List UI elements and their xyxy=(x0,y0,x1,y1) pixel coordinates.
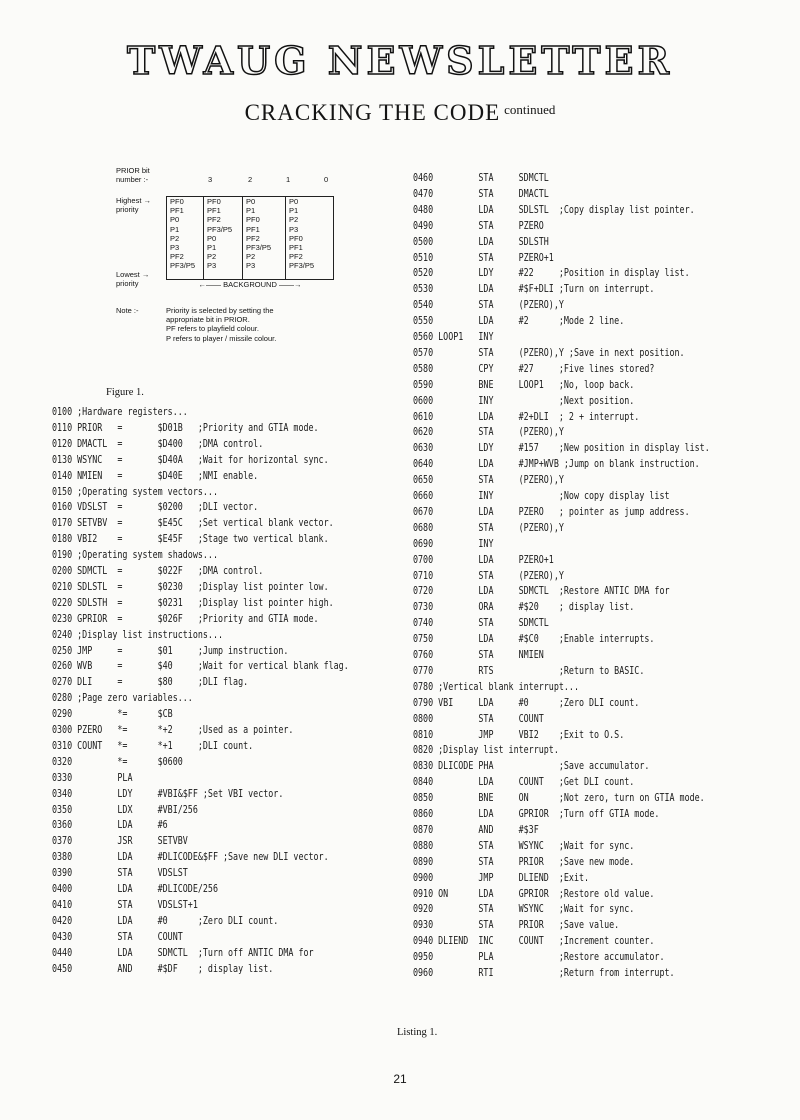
listing-line: 0640 LDA #JMP+WVB ;Jump on blank instruction. xyxy=(413,459,700,471)
listing-line: 0580 CPY #27 ;Five lines stored? xyxy=(413,363,655,375)
priority-cell: PF2 xyxy=(289,252,303,262)
listing-line: 0180 VBI2 = $E45F ;Stage two vertical blank. xyxy=(52,534,329,546)
listing-line: 0720 LDA SDMCTL ;Restore ANTIC DMA for xyxy=(413,586,670,598)
listing-line: 0830 DLICODE PHA ;Save accumulator. xyxy=(413,761,650,773)
listing-line: 0310 COUNT *= *+1 ;DLI count. xyxy=(52,740,254,752)
listing-line: 0670 LDA PZERO ; pointer as jump address. xyxy=(413,506,690,518)
priority-cell: P1 xyxy=(207,243,217,253)
listing-line: 0900 JMP DLIEND ;Exit. xyxy=(413,872,590,884)
listing-line: 0480 LDA SDLSTL ;Copy display list pointer. xyxy=(413,204,695,216)
listing-line: 0700 LDA PZERO+1 xyxy=(413,554,554,566)
listing-line: 0750 LDA #$C0 ;Enable interrupts. xyxy=(413,634,655,646)
prior-bit-label: PRIOR bit number :- xyxy=(116,166,150,185)
priority-cell: P3 xyxy=(246,261,256,271)
listing-line: 0620 STA (PZERO),Y xyxy=(413,427,564,439)
listing-line: 0450 AND #$DF ; display list. xyxy=(52,963,274,975)
listing-line: 0120 DMACTL = $D400 ;DMA control. xyxy=(52,438,264,450)
listing-line: 0130 WSYNC = $D40A ;Wait for horizontal sync. xyxy=(52,454,329,466)
listing-line: 0550 LDA #2 ;Mode 2 line. xyxy=(413,316,625,328)
listing-line: 0870 AND #$3F xyxy=(413,824,539,836)
priority-cell: PF3/P5 xyxy=(207,224,233,234)
priority-cell: P2 xyxy=(246,252,256,262)
listing-line: 0960 RTI ;Return from interrupt. xyxy=(413,968,675,979)
page-number: 21 xyxy=(393,1072,407,1086)
listing-line: 0840 LDA COUNT ;Get DLI count. xyxy=(413,777,635,789)
priority-cell: P3 xyxy=(289,224,299,234)
figure-caption: Figure 1. xyxy=(106,387,144,398)
priority-cell: PF3/P5 xyxy=(246,243,272,253)
listing-line: 0910 ON LDA GPRIOR ;Restore old value. xyxy=(413,888,655,900)
bit-number: 1 xyxy=(286,175,291,184)
article-title-text: CRACKING THE CODE xyxy=(244,100,501,125)
listing-line: 0770 RTS ;Return to BASIC. xyxy=(413,665,645,677)
listing-line: 0440 LDA SDMCTL ;Turn off ANTIC DMA for xyxy=(52,947,314,959)
priority-cell: P3 xyxy=(207,261,217,271)
listing-line: 0260 WVB = $40 ;Wait for vertical blank flag. xyxy=(52,661,349,673)
listing-line: 0250 JMP = $01 ;Jump instruction. xyxy=(52,645,289,657)
listing-line: 0410 STA VDSLST+1 xyxy=(52,899,198,911)
priority-cell: P0 xyxy=(207,233,217,243)
listing-line: 0400 LDA #DLICODE/256 xyxy=(52,884,218,895)
priority-cell: PF1 xyxy=(170,206,184,216)
listing-line: 0930 STA PRIOR ;Save value. xyxy=(413,920,620,932)
listing-line: 0850 BNE ON ;Not zero, turn on GTIA mode. xyxy=(413,793,705,805)
priority-cell: P2 xyxy=(170,233,180,243)
bit-number: 0 xyxy=(324,175,329,184)
listing-line: 0220 SDLSTH = $0231 ;Display list pointer high. xyxy=(52,597,334,609)
listing-line: 0390 STA VDSLST xyxy=(52,868,188,880)
priority-cell: PF0 xyxy=(170,197,184,206)
listing-line: 0140 NMIEN = $D40E ;NMI enable. xyxy=(52,470,259,482)
newsletter-masthead: TWAUG NEWSLETTER xyxy=(126,38,674,83)
priority-cell: P0 xyxy=(246,197,256,206)
priority-cell: PF2 xyxy=(246,233,260,243)
listing-line: 0740 STA SDMCTL xyxy=(413,618,549,630)
priority-cell: PF3/P5 xyxy=(170,261,196,271)
listing-line: 0370 JSR SETVBV xyxy=(52,836,188,848)
priority-cell: PF2 xyxy=(170,252,184,262)
note-line: PF refers to playfield colour. xyxy=(166,324,259,334)
listing-caption: Listing 1. xyxy=(397,1027,438,1038)
priority-cell: PF0 xyxy=(289,233,303,243)
listing-line: 0360 LDA #6 xyxy=(52,820,168,832)
listing-line: 0280 ;Page zero variables... xyxy=(52,693,193,705)
priority-cell: P1 xyxy=(246,206,256,216)
listing-line: 0200 SDMCTL = $022F ;DMA control. xyxy=(52,566,264,577)
listing-line: 0330 PLA xyxy=(52,772,133,784)
note-line: Priority is selected by setting the xyxy=(166,306,274,315)
note-line: P refers to player / missile colour. xyxy=(166,333,277,343)
priority-cell: PF1 xyxy=(246,224,260,234)
priority-cell: PF1 xyxy=(207,206,221,216)
priority-cell: P2 xyxy=(207,252,217,262)
listing-line: 0500 LDA SDLSTH xyxy=(413,236,549,248)
listing-line: 0350 LDX #VBI/256 xyxy=(52,804,198,816)
listing-line: 0610 LDA #2+DLI ; 2 + interrupt. xyxy=(413,411,640,423)
listing-line: 0890 STA PRIOR ;Save new mode. xyxy=(413,856,635,868)
listing-line: 0300 PZERO *= *+2 ;Used as a pointer. xyxy=(52,725,294,736)
listing-line: 0160 VDSLST = $0200 ;DLI vector. xyxy=(52,502,259,514)
listing-line: 0290 *= $CB xyxy=(52,709,173,721)
listing-line: 0470 STA DMACTL xyxy=(413,188,549,200)
listing-line: 0210 SDLSTL = $0230 ;Display list pointer low. xyxy=(52,581,329,593)
listing-line: 0420 LDA #0 ;Zero DLI count. xyxy=(52,915,279,927)
listing-line: 0710 STA (PZERO),Y xyxy=(413,570,564,582)
listing-line: 0230 GPRIOR = $026F ;Priority and GTIA mode. xyxy=(52,613,319,625)
listing-line: 0560 LOOP1 INY xyxy=(413,332,494,343)
listing-line: 0790 VBI LDA #0 ;Zero DLI count. xyxy=(413,697,640,709)
listing-line: 0530 LDA #$F+DLI ;Turn on interrupt. xyxy=(413,284,655,296)
priority-cell: PF3/P5 xyxy=(289,261,315,271)
listing-line: 0430 STA COUNT xyxy=(52,931,183,943)
listing-line: 0460 STA SDMCTL xyxy=(413,173,549,184)
listing-line: 0880 STA WSYNC ;Wait for sync. xyxy=(413,840,635,852)
bit-number: 2 xyxy=(248,175,253,184)
listing-line: 0510 STA PZERO+1 xyxy=(413,252,554,264)
listing-line: 0860 LDA GPRIOR ;Turn off GTIA mode. xyxy=(413,809,660,820)
listing-line: 0380 LDA #DLICODE&$FF ;Save new DLI vector. xyxy=(52,852,329,864)
priority-cell: P3 xyxy=(170,243,180,253)
listing-line: 0110 PRIOR = $D01B ;Priority and GTIA mode. xyxy=(52,422,319,434)
listing-line: 0940 DLIEND INC COUNT ;Increment counter. xyxy=(413,936,655,948)
listing-line: 0270 DLI = $80 ;DLI flag. xyxy=(52,677,249,689)
listing-line: 0660 INY ;Now copy display list xyxy=(413,491,670,502)
bit-number: 3 xyxy=(208,175,213,184)
listing-line: 0490 STA PZERO xyxy=(413,220,544,232)
listing-line: 0520 LDY #22 ;Position in display list. xyxy=(413,268,690,280)
priority-cell: P1 xyxy=(289,206,299,216)
listing-line: 0170 SETVBV = $E45C ;Set vertical blank vector. xyxy=(52,518,334,530)
listing-line: 0780 ;Vertical blank interrupt... xyxy=(413,681,579,693)
listing-line: 0320 *= $0600 xyxy=(52,756,183,768)
highest-priority-label: Highest → priority xyxy=(116,196,152,215)
listing-line: 0690 INY xyxy=(413,538,494,550)
listing-line: 0150 ;Operating system vectors... xyxy=(52,486,218,498)
listing-line: 0570 STA (PZERO),Y ;Save in next position. xyxy=(413,347,685,359)
note-label: Note :- xyxy=(116,306,139,315)
priority-cell: P2 xyxy=(289,215,299,225)
listing-line: 0800 STA COUNT xyxy=(413,713,544,725)
listing-line: 0240 ;Display list instructions... xyxy=(52,629,224,641)
listing-line: 0680 STA (PZERO),Y xyxy=(413,522,564,534)
priority-cell: PF2 xyxy=(207,215,221,225)
title-continued: continued xyxy=(504,102,556,117)
listing-line: 0540 STA (PZERO),Y xyxy=(413,300,564,312)
lowest-priority-label: Lowest → priority xyxy=(116,270,150,289)
priority-cell: P0 xyxy=(170,215,180,225)
priority-cell: PF0 xyxy=(246,215,260,225)
listing-line: 0590 BNE LOOP1 ;No, loop back. xyxy=(413,379,635,391)
listing-line: 0630 LDY #157 ;New position in display list. xyxy=(413,443,710,455)
priority-cell: PF0 xyxy=(207,197,221,206)
listing-line: 0820 ;Display list interrupt. xyxy=(413,745,559,757)
listing-line: 0760 STA NMIEN xyxy=(413,650,544,661)
priority-cell: P0 xyxy=(289,197,299,206)
listing-line: 0730 ORA #$20 ; display list. xyxy=(413,602,635,614)
priority-cell: P1 xyxy=(170,224,180,234)
listing-line: 0650 STA (PZERO),Y xyxy=(413,475,564,487)
listing-line: 0340 LDY #VBI&$FF ;Set VBI vector. xyxy=(52,788,284,800)
listing-line: 0810 JMP VBI2 ;Exit to O.S. xyxy=(413,729,625,741)
listing-line: 0100 ;Hardware registers... xyxy=(52,407,188,418)
listing-line: 0950 PLA ;Restore accumulator. xyxy=(413,952,665,964)
background-label: ←—— BACKGROUND ——→ xyxy=(198,280,302,289)
priority-cell: PF1 xyxy=(289,243,303,253)
listing-line: 0920 STA WSYNC ;Wait for sync. xyxy=(413,904,635,916)
listing-line: 0600 INY ;Next position. xyxy=(413,395,635,407)
note-line: appropriate bit in PRIOR. xyxy=(166,315,250,325)
listing-line: 0190 ;Operating system shadows... xyxy=(52,550,218,562)
